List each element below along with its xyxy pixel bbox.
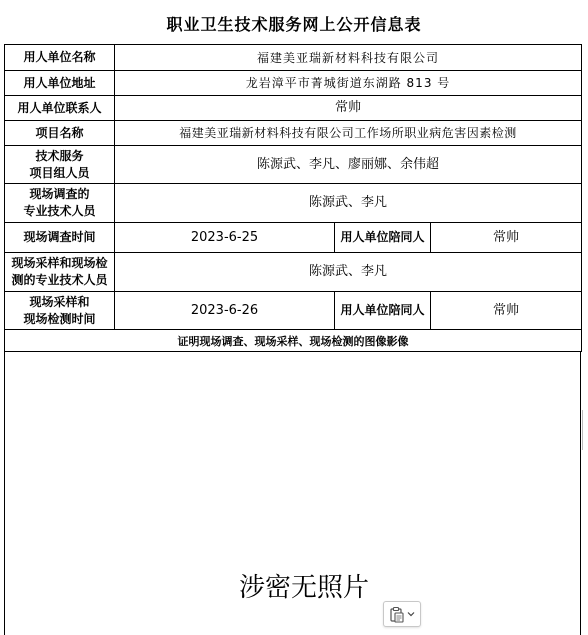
project-name-label: 项目名称 bbox=[5, 121, 115, 146]
sampling-time-value: 2023-6-26 bbox=[115, 292, 335, 330]
employer-contact-value: 常帅 bbox=[115, 96, 582, 121]
survey-staff-label-line-1: 现场调查的 bbox=[29, 187, 90, 201]
survey-staff-label bbox=[5, 184, 115, 223]
row-survey-time bbox=[5, 223, 582, 253]
document-title: 职业卫生技术服务网上公开信息表 bbox=[166, 15, 422, 34]
row-project-name bbox=[5, 121, 582, 146]
team-members-value: 陈源武、李凡、廖丽娜、余伟超 bbox=[115, 146, 582, 184]
paste-options-button[interactable] bbox=[383, 601, 421, 627]
chevron-down-icon bbox=[407, 611, 415, 617]
employer-contact-label: 用人单位联系人 bbox=[5, 96, 115, 121]
row-photo-header bbox=[5, 330, 582, 352]
survey-staff-value: 陈源武、李凡 bbox=[115, 184, 582, 223]
clipboard-icon bbox=[389, 606, 405, 623]
team-label-line-1: 技术服务 bbox=[35, 148, 84, 163]
survey-time-value: 2023-6-25 bbox=[115, 223, 335, 253]
no-photo-text: 涉密无照片 bbox=[238, 573, 369, 603]
employer-name-value: 福建美亚瑞新材料科技有限公司 bbox=[115, 45, 582, 71]
employer-address-value: 龙岩漳平市菁城街道东湖路 813 号 bbox=[115, 71, 582, 96]
sampling-time-label bbox=[5, 292, 115, 330]
scrollbar-edge[interactable] bbox=[582, 410, 588, 450]
sampling-time-label-line-1: 现场采样和 bbox=[29, 294, 90, 309]
team-members-label bbox=[5, 146, 115, 184]
row-team-members bbox=[5, 146, 582, 184]
sampling-staff-value: 陈源武、李凡 bbox=[115, 253, 582, 292]
sampling-time-label-line-2: 现场检测时间 bbox=[23, 311, 96, 326]
sampling-escort-value: 常帅 bbox=[431, 292, 582, 330]
employer-address-label: 用人单位地址 bbox=[5, 71, 115, 96]
survey-time-label: 现场调查时间 bbox=[5, 223, 115, 253]
survey-escort-label: 用人单位陪同人 bbox=[335, 223, 431, 253]
project-name-value: 福建美亚瑞新材料科技有限公司工作场所职业病危害因素检测 bbox=[115, 121, 582, 146]
survey-escort-value: 常帅 bbox=[431, 223, 582, 253]
employer-name-label: 用人单位名称 bbox=[5, 45, 115, 71]
row-sampling-time bbox=[5, 292, 582, 330]
row-sampling-staff bbox=[5, 253, 582, 292]
row-employer-contact bbox=[5, 96, 582, 121]
sampling-staff-label-line-2: 测的专业技术人员 bbox=[11, 273, 108, 287]
sampling-staff-label bbox=[5, 253, 115, 292]
sampling-staff-label-line-1: 现场采样和现场检 bbox=[11, 256, 108, 270]
sampling-escort-label: 用人单位陪同人 bbox=[335, 292, 431, 330]
photo-header: 证明现场调查、现场采样、现场检测的图像影像 bbox=[5, 330, 582, 352]
survey-staff-label-line-2: 专业技术人员 bbox=[23, 204, 96, 218]
row-survey-staff bbox=[5, 184, 582, 223]
row-employer-address bbox=[5, 71, 582, 96]
info-table bbox=[4, 44, 582, 352]
row-employer-name bbox=[5, 45, 582, 71]
team-label-line-2: 项目组人员 bbox=[29, 165, 90, 180]
